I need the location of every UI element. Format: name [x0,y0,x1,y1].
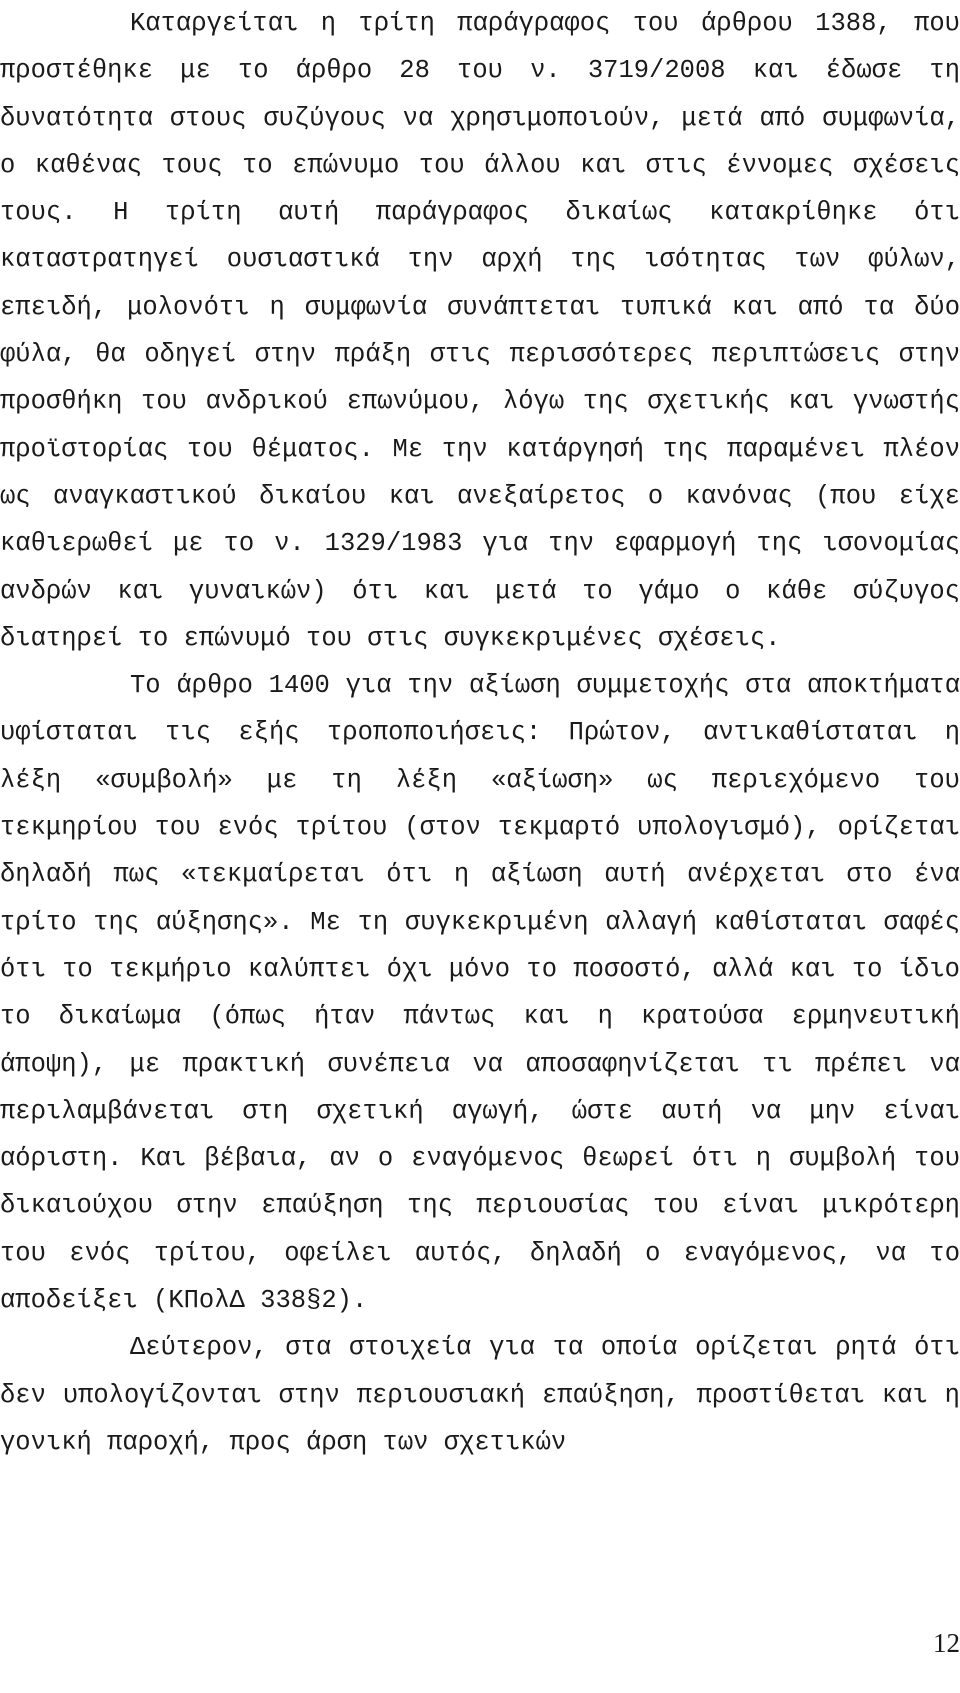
paragraph-surname-article-1388: Καταργείται η τρίτη παράγραφος του άρθρου 1388, που προστέθηκε με το άρθρο 28 του ν. 3719/2008 και έδωσε τη δυνατότητα στους συζύγους να χρησιμοποιούν, μετά από συμφωνία, ο καθένας τους το επώνυμο του άλλου και στις έννομες σχέσεις τους. Η τρίτη αυτή παράγραφος δικαίως κατακρίθηκε ότι καταστρατηγεί ουσιαστικά την αρχή της ισότητας των φύλων, επειδή, μολονότι η συμφωνία συνάπτεται τυπικά και από τα δύο φύλα, θα οδηγεί στην πράξη στις περισσότερες περιπτώσεις στην προσθήκη του ανδρικού επωνύμου, λόγω της σχετικής και γνωστής προϊστορίας του θέματος. Με την κατάργησή της παραμένει πλέον ως αναγκαστικού δικαίου και ανεξαίρετος ο κανόνας (που είχε καθιερωθεί με το ν. 1329/1983 για την εφαρμογή της ισονομίας ανδρών και γυναικών) ότι και μετά το γάμο ο κάθε σύζυγος διατηρεί το επώνυμό του στις συγκεκριμένες σχέσεις. [0,9,960,653]
paragraph-second-amendment: Δεύτερον, στα στοιχεία για τα οποία ορίζεται ρητά ότι δεν υπολογίζονται στην περιουσιακή επαύξηση, προστίθεται και η γονική παροχή, προς άρση των σχετικών [0,1333,960,1457]
paragraph-article-1400-claim: Το άρθρο 1400 για την αξίωση συμμετοχής στα αποκτήματα υφίσταται τις εξής τροποποιήσεις: Πρώτον, αντικαθίσταται η λέξη «συμβολή» με τη λέξη «αξίωση» ως περιεχόμενο του τεκμηρίου του ενός τρίτου (στον τεκμαρτό υπολογισμό), ορίζεται δηλαδή πως «τεκμαίρεται ότι η αξίωση αυτή ανέρχεται στο ένα τρίτο της αύξησης». Με τη συγκεκριμένη αλλαγή καθίσταται σαφές ότι το τεκμήριο καλύπτει όχι μόνο το ποσοστό, αλλά και το ίδιο το δικαίωμα (όπως ήταν πάντως και η κρατούσα ερμηνευτική άποψη), με πρακτική συνέπεια να αποσαφηνίζεται τι πρέπει να περιλαμβάνεται στη σχετική αγωγή, ώστε αυτή να μην είναι αόριστη. Και βέβαια, αν ο εναγόμενος θεωρεί ότι η συμβολή του δικαιούχου στην επαύξηση της περιουσίας του είναι μικρότερη του ενός τρίτου, οφείλει αυτός, δηλαδή ο εναγόμενος, να το αποδείξει (ΚΠολΔ 338§2). [0,671,960,1316]
page-number: 12 [933,1628,960,1658]
